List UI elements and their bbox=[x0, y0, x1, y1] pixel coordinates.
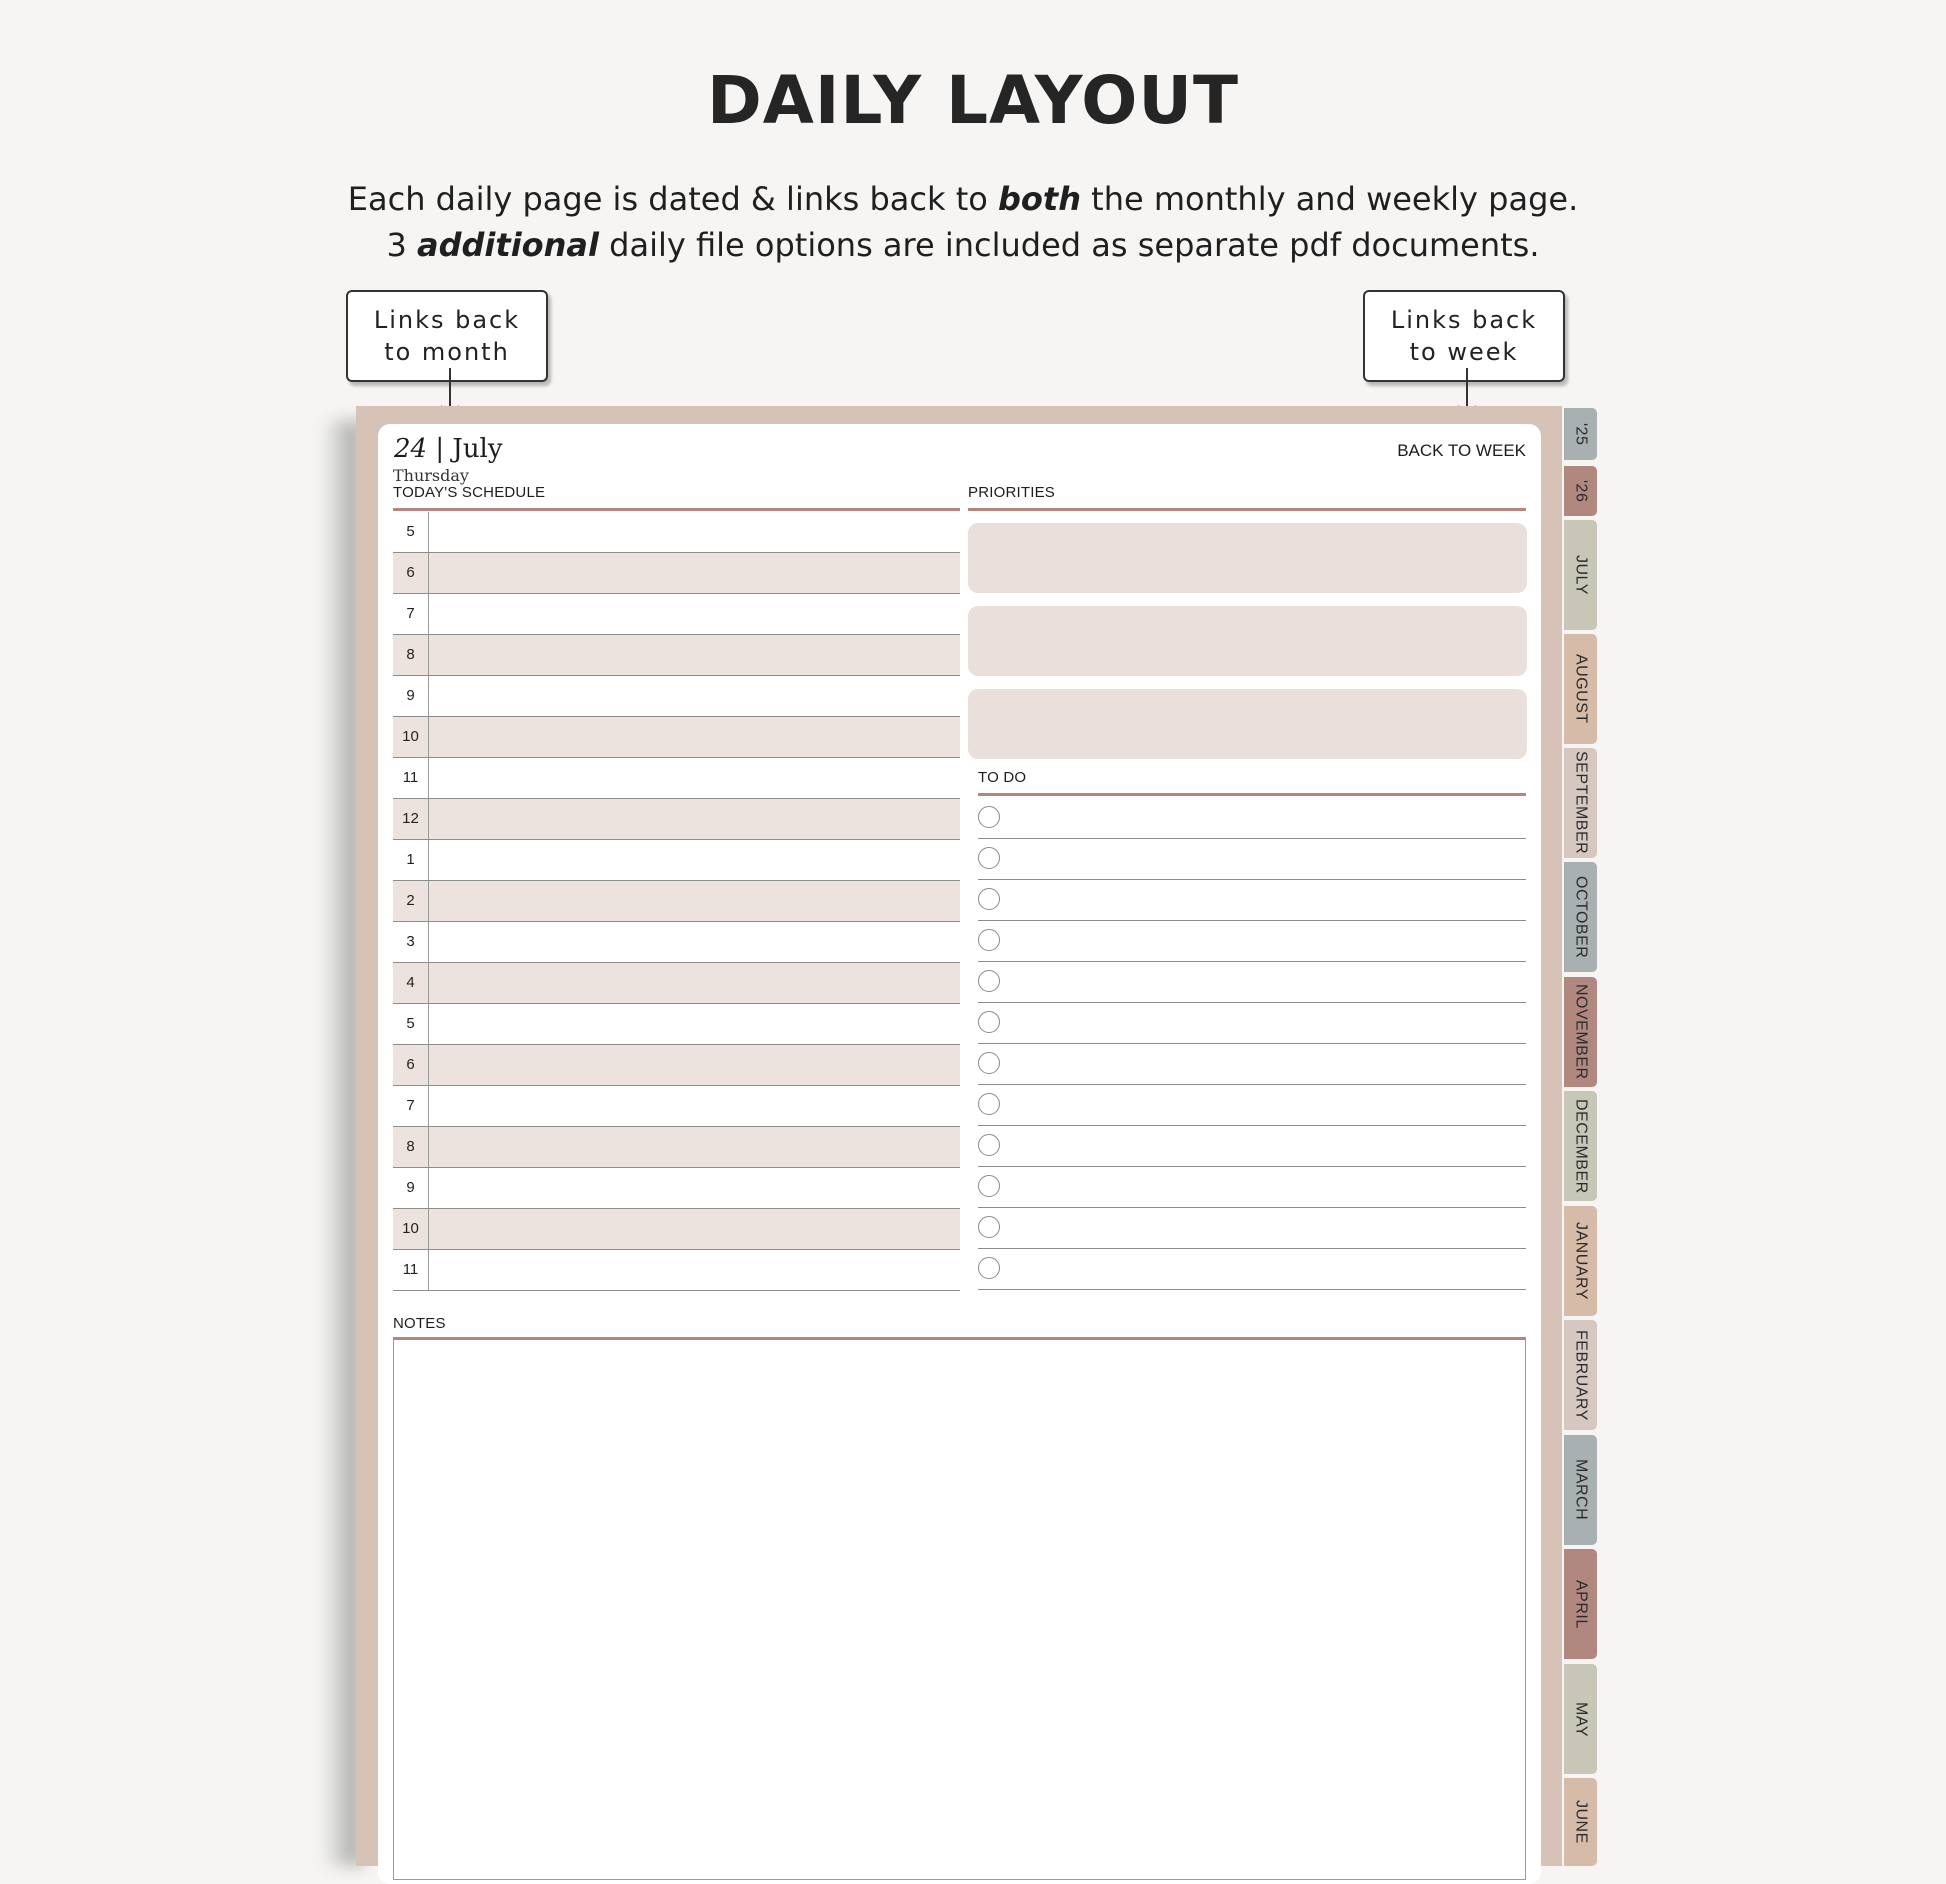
tab-month[interactable] bbox=[1564, 1091, 1597, 1201]
hour-label: 9 bbox=[393, 676, 429, 716]
priorities-label: PRIORITIES bbox=[968, 484, 1056, 501]
tab-label: MARCH bbox=[1572, 1459, 1590, 1521]
schedule-row[interactable] bbox=[393, 635, 960, 676]
schedule-row[interactable] bbox=[393, 1127, 960, 1168]
hour-label: 10 bbox=[393, 1209, 429, 1249]
tab-month[interactable] bbox=[1564, 634, 1597, 744]
checkbox-circle-icon[interactable] bbox=[978, 1093, 1000, 1115]
todo-row[interactable] bbox=[978, 962, 1526, 1003]
tab-month[interactable] bbox=[1564, 862, 1597, 972]
todo-row[interactable] bbox=[978, 839, 1526, 880]
schedule-row[interactable] bbox=[393, 676, 960, 717]
schedule-row[interactable] bbox=[393, 1209, 960, 1250]
todo-row[interactable] bbox=[978, 880, 1526, 921]
tab-year-2[interactable] bbox=[1564, 466, 1597, 516]
schedule-row[interactable] bbox=[393, 1086, 960, 1127]
notes-area[interactable] bbox=[393, 1340, 1526, 1880]
tab-label: SEPTEMBER bbox=[1572, 751, 1590, 855]
priorities-rule bbox=[968, 508, 1526, 511]
hour-label: 5 bbox=[393, 1004, 429, 1044]
checkbox-circle-icon[interactable] bbox=[978, 888, 1000, 910]
todo-list bbox=[978, 798, 1526, 1290]
todo-row[interactable] bbox=[978, 1126, 1526, 1167]
hour-label: 8 bbox=[393, 1127, 429, 1167]
hour-label: 6 bbox=[393, 553, 429, 593]
tab-label: NOVEMBER bbox=[1572, 984, 1590, 1080]
todo-row[interactable] bbox=[978, 798, 1526, 839]
hour-label: 5 bbox=[393, 512, 429, 552]
todo-row[interactable] bbox=[978, 1085, 1526, 1126]
tab-month[interactable] bbox=[1564, 977, 1597, 1087]
date-heading[interactable] bbox=[394, 434, 503, 464]
subtitle-line-2 bbox=[0, 226, 1926, 264]
subtitle-text: 3 bbox=[386, 226, 418, 264]
schedule-row[interactable] bbox=[393, 717, 960, 758]
tab-month[interactable] bbox=[1564, 1664, 1597, 1774]
schedule-rule bbox=[393, 508, 960, 511]
priority-box[interactable] bbox=[968, 689, 1527, 759]
schedule-list bbox=[393, 512, 960, 1291]
schedule-row[interactable] bbox=[393, 799, 960, 840]
back-to-week-link[interactable]: BACK TO WEEK bbox=[1397, 441, 1526, 460]
tab-month[interactable] bbox=[1564, 1549, 1597, 1659]
hour-label: 10 bbox=[393, 717, 429, 757]
todo-row[interactable] bbox=[978, 1003, 1526, 1044]
schedule-row[interactable] bbox=[393, 840, 960, 881]
schedule-row[interactable] bbox=[393, 594, 960, 635]
tab-label: OCTOBER bbox=[1572, 875, 1590, 959]
todo-row[interactable] bbox=[978, 1167, 1526, 1208]
hour-label: 8 bbox=[393, 635, 429, 675]
schedule-label: TODAY'S SCHEDULE bbox=[393, 484, 546, 501]
callout-text: Links back bbox=[1390, 306, 1538, 334]
todo-row[interactable] bbox=[978, 1044, 1526, 1085]
tab-month[interactable] bbox=[1564, 1206, 1597, 1316]
tab-label: JUNE bbox=[1572, 1800, 1590, 1844]
month-link[interactable]: July bbox=[452, 434, 503, 464]
schedule-row[interactable] bbox=[393, 553, 960, 594]
tab-label: JULY bbox=[1572, 555, 1590, 595]
tab-year-1[interactable] bbox=[1564, 408, 1597, 460]
hour-label: 7 bbox=[393, 594, 429, 634]
subtitle-line-1 bbox=[0, 180, 1926, 218]
notes-label: NOTES bbox=[393, 1315, 446, 1332]
hour-label: 1 bbox=[393, 840, 429, 880]
hour-label: 6 bbox=[393, 1045, 429, 1085]
callout-text: Links back bbox=[373, 306, 521, 334]
checkbox-circle-icon[interactable] bbox=[978, 1052, 1000, 1074]
checkbox-circle-icon[interactable] bbox=[978, 970, 1000, 992]
subtitle-text: Each daily page is dated & links back to bbox=[347, 180, 998, 218]
hour-label: 2 bbox=[393, 881, 429, 921]
checkbox-circle-icon[interactable] bbox=[978, 847, 1000, 869]
todo-row[interactable] bbox=[978, 1249, 1526, 1290]
schedule-row[interactable] bbox=[393, 922, 960, 963]
hour-label: 3 bbox=[393, 922, 429, 962]
callout-text: to month bbox=[384, 338, 510, 366]
todo-row[interactable] bbox=[978, 1208, 1526, 1249]
priority-box[interactable] bbox=[968, 523, 1527, 593]
page-title: DAILY LAYOUT bbox=[707, 62, 1239, 139]
subtitle-emphasis: both bbox=[998, 180, 1081, 218]
schedule-row[interactable] bbox=[393, 1045, 960, 1086]
tab-label: JANUARY bbox=[1572, 1222, 1590, 1300]
tab-label: '26 bbox=[1572, 479, 1590, 503]
schedule-row[interactable] bbox=[393, 1250, 960, 1291]
day-number: 24 bbox=[394, 434, 428, 464]
schedule-row[interactable] bbox=[393, 963, 960, 1004]
hour-label: 4 bbox=[393, 963, 429, 1003]
schedule-row[interactable] bbox=[393, 1004, 960, 1045]
priority-box[interactable] bbox=[968, 606, 1527, 676]
checkbox-circle-icon[interactable] bbox=[978, 1216, 1000, 1238]
schedule-row[interactable] bbox=[393, 758, 960, 799]
checkbox-circle-icon[interactable] bbox=[978, 1175, 1000, 1197]
hour-label: 12 bbox=[393, 799, 429, 839]
schedule-row[interactable] bbox=[393, 881, 960, 922]
date-separator: | bbox=[427, 434, 453, 464]
schedule-row[interactable] bbox=[393, 1168, 960, 1209]
todo-rule bbox=[978, 793, 1526, 796]
subtitle-text: the monthly and weekly page. bbox=[1080, 180, 1579, 218]
callout-text: to week bbox=[1409, 338, 1519, 366]
tab-month[interactable] bbox=[1564, 1435, 1597, 1545]
hour-label: 7 bbox=[393, 1086, 429, 1126]
checkbox-circle-icon[interactable] bbox=[978, 929, 1000, 951]
tab-month[interactable] bbox=[1564, 520, 1597, 630]
tab-label: FEBRUARY bbox=[1572, 1329, 1590, 1421]
tab-month[interactable] bbox=[1564, 1778, 1597, 1866]
checkbox-circle-icon[interactable] bbox=[978, 1257, 1000, 1279]
checkbox-circle-icon[interactable] bbox=[978, 1134, 1000, 1156]
checkbox-circle-icon[interactable] bbox=[978, 806, 1000, 828]
tab-month[interactable] bbox=[1564, 748, 1597, 858]
todo-row[interactable] bbox=[978, 921, 1526, 962]
todo-label: TO DO bbox=[978, 769, 1027, 786]
tab-label: APRIL bbox=[1572, 1579, 1590, 1629]
subtitle-text: daily file options are included as separate pdf documents. bbox=[598, 226, 1540, 264]
tab-month[interactable] bbox=[1564, 1320, 1597, 1430]
weekday: Thursday bbox=[393, 466, 469, 485]
hour-label: 11 bbox=[393, 1250, 429, 1290]
tab-label: MAY bbox=[1572, 1701, 1590, 1737]
schedule-row[interactable] bbox=[393, 512, 960, 553]
tab-label: '25 bbox=[1572, 422, 1590, 446]
checkbox-circle-icon[interactable] bbox=[978, 1011, 1000, 1033]
tab-label: AUGUST bbox=[1572, 654, 1590, 724]
hour-label: 9 bbox=[393, 1168, 429, 1208]
hour-label: 11 bbox=[393, 758, 429, 798]
subtitle-emphasis: additional bbox=[417, 226, 599, 264]
tab-label: DECEMBER bbox=[1572, 1098, 1590, 1194]
